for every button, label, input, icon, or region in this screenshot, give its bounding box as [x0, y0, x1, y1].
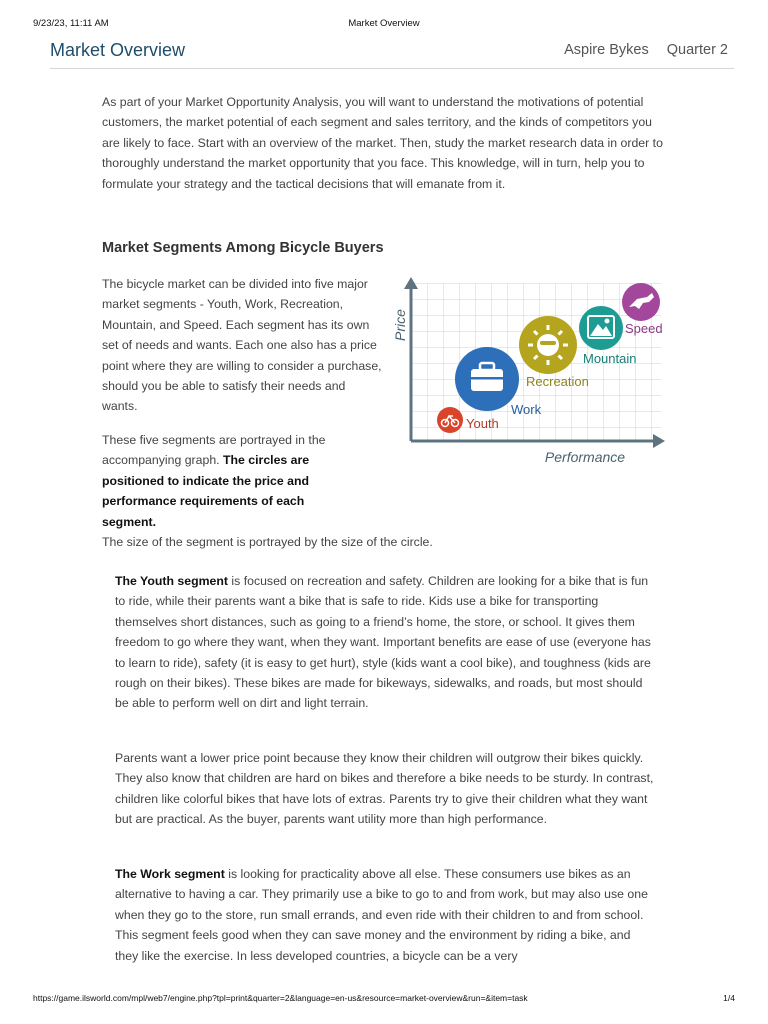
youth-paragraph-2: Parents want a lower price point because they know their children will outgrow their bikes quickly. They also know that children are hard on bikes and therefore a bike needs to be sturdy. In contrast, children like colorful bikes that have lots of extras. Parents try to give their children what they want but are practical. As the buyer, parents want utility more than high performance.: [115, 751, 654, 827]
work-paragraph-1: [115, 864, 655, 966]
page-url: https://game.ilsworld.com/mpl/web7/engine.php?tpl=print&quarter=2&language=en-us&resource=market-overview&run=&item=task: [33, 993, 528, 1003]
segment-chart-svg: [385, 275, 675, 470]
youth-heading: The Youth segment: [115, 574, 228, 588]
youth-section-2: [115, 748, 655, 830]
segments-text: [102, 274, 382, 417]
segments-p2-bold: The circles are positioned to indicate the price and performance requirements of each segment.: [102, 453, 310, 529]
segments-heading: Market Segments Among Bicycle Buyers: [102, 240, 384, 256]
segments-paragraph-1: The bicycle market can be divided into five major market segments - Youth, Work, Recreation, Mountain, and Speed. Each segment has its own set of needs and wants. Each one also has a price point where they are willing to consider a purchase, should you be able to satisfy their needs and wants.: [102, 277, 382, 414]
youth-text: is focused on recreation and safety. Children are looking for a bike that is fun to ride, while their parents want a bike that is safe to ride. Kids use a bike for transporting themselves short distances, such as going to a friend’s home, the store, or school. It gives them freedom to go where they want, when they want. Important benefits are ease of use (everyone has to learn to ride), safety (it is easy to get hurt), style (kids want a cool bike), and toughness (kids are rough on their bikes). These bikes are made for bikeways, sidewalks, and roads, but most should be able to perform well on dirt and light terrain.: [115, 574, 651, 711]
mountain-label: Mountain: [583, 351, 637, 366]
segment-chart: [385, 275, 675, 470]
segments-p2-lead: [102, 430, 352, 532]
app-header: [50, 38, 734, 69]
print-date: 9/23/23, 11:11 AM: [33, 18, 109, 29]
print-title: Market Overview: [348, 18, 420, 29]
work-heading: The Work segment: [115, 867, 225, 881]
intro-paragraph: As part of your Market Opportunity Analysis, you will want to understand the motivations of potential customers, the market potential of each segment and sales territory, and the kinds of competitors you are likely to face. Start with an overview of the market. Then, study the market research data in order to thoroughly understand the market opportunity that you face. This knowledge, will in turn, help you to formulate your strategy and the tactical decisions that will emanate from it.: [102, 95, 663, 191]
y-axis-label: Price: [392, 309, 408, 341]
segments-p2-tail: The size of the segment is portrayed by the size of the circle.: [102, 535, 433, 550]
intro-section: [102, 92, 666, 194]
work-label: Work: [511, 402, 542, 417]
work-text: is looking for practicality above all else. These consumers use bikes as an alternative to having a car. They primarily use a bike to go to and from work, but may also use one when they go to the store, run small errands, and even ride with their children to and from school. This segment feels good when they can save money and the environment by riding a bike, and they like the exercise. In less developed countries, a bicycle can be a very: [115, 867, 648, 963]
youth-circle: [437, 407, 463, 433]
work-section: [115, 864, 655, 966]
speed-label: Speed: [625, 321, 663, 336]
page-number: 1/4: [723, 993, 735, 1003]
youth-paragraph-1: [115, 571, 655, 714]
x-axis-label: Performance: [544, 449, 626, 465]
segments-p2-text: These five segments are portrayed in the accompanying graph.: [102, 433, 326, 468]
company-name: Aspire Bykes: [564, 42, 649, 58]
youth-section: [115, 571, 655, 714]
quarter-label: Quarter 2: [666, 42, 728, 58]
header-info: [550, 42, 728, 58]
youth-label: Youth: [466, 416, 499, 431]
page-title: Market Overview: [50, 40, 186, 60]
recreation-label: Recreation: [526, 374, 589, 389]
